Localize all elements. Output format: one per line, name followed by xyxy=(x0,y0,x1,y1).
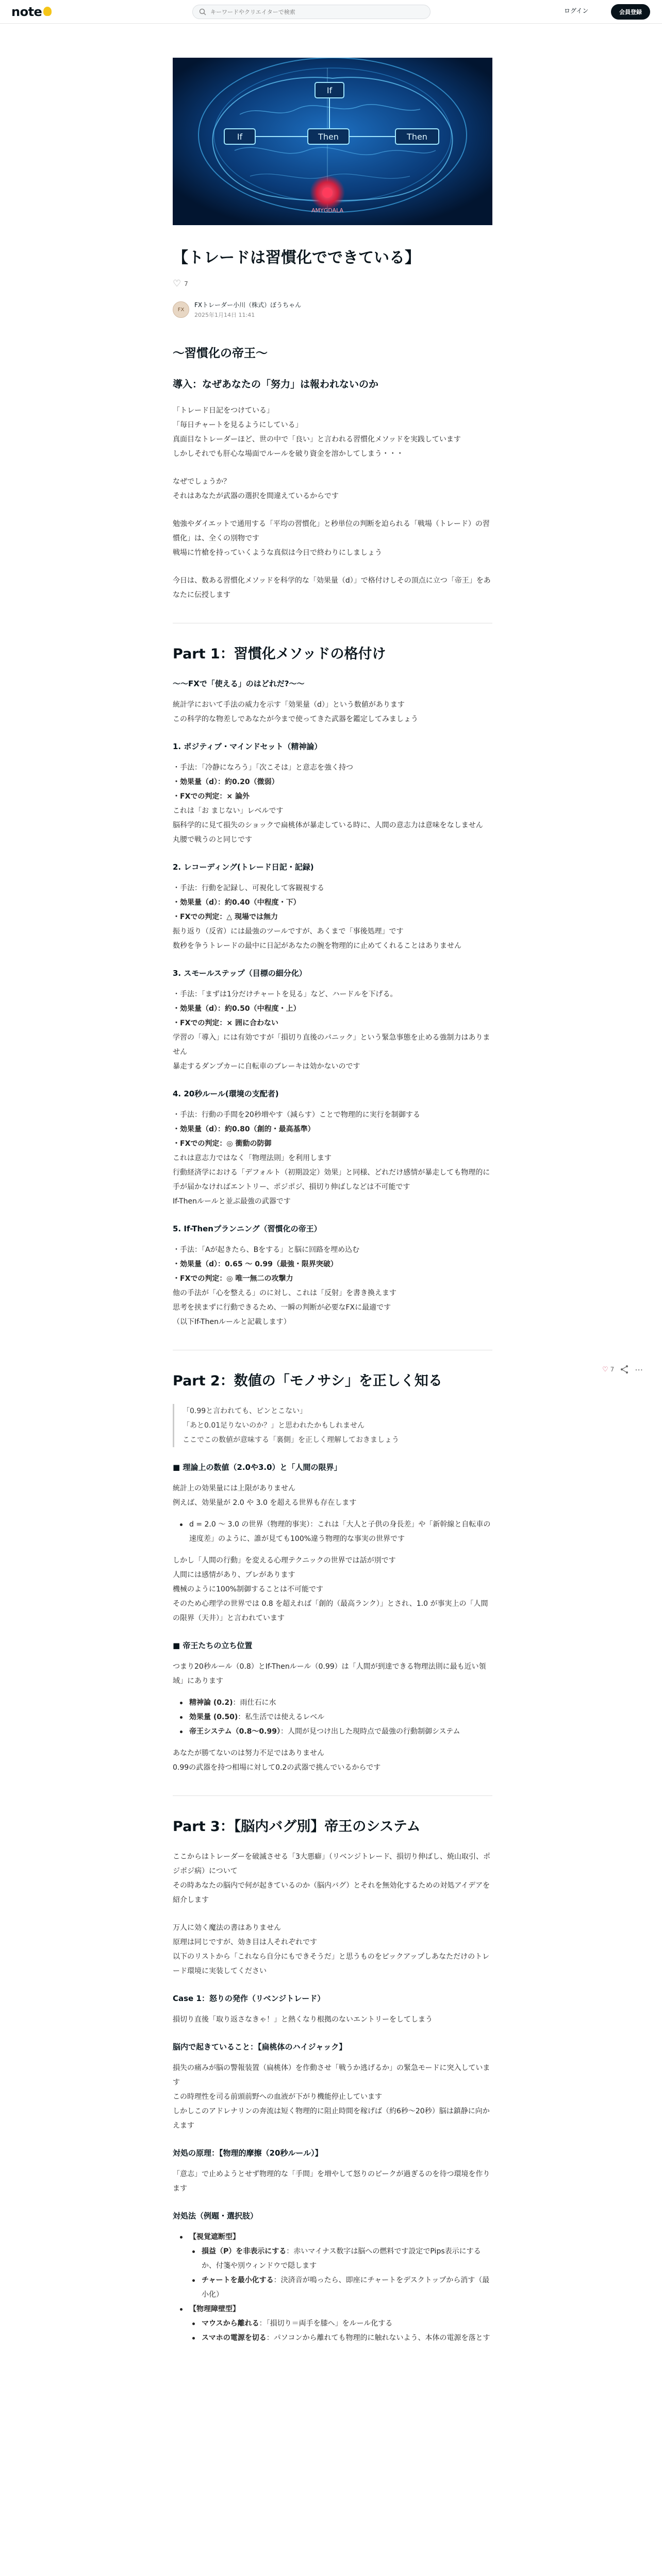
text-line: 思考を挟まずに行動できるため、一瞬の判断が必要なFXに最適です xyxy=(173,1303,391,1312)
method2-heading: 2. レコーディング(トレード日記・記録) xyxy=(173,862,314,872)
bullet-line: ・FXでの判定：× 論外 xyxy=(173,792,250,801)
text-line: 暴走するダンプカーに自転車のブレーキは効かないのです xyxy=(173,1062,360,1071)
sub-item-bold: チャートを最小化する xyxy=(202,2276,274,2284)
text-line: 数秒を争うトレードの最中に日記があなたの腕を物理的に止めてくれることはありません xyxy=(173,942,461,950)
method4-bullets xyxy=(173,1108,492,1151)
list-item-text: ：人間が見つけ出した現時点で最強の行動制御システム xyxy=(280,1727,460,1736)
bullet-line: ・FXでの判定：× 囲に合わない xyxy=(173,1019,278,1027)
sub-item xyxy=(173,2244,492,2273)
bullet-line: ・FXでの判定：◎ 唯一無二の攻撃力 xyxy=(173,1275,293,1283)
intro-para-2 xyxy=(173,474,492,503)
article xyxy=(173,247,492,2345)
method3-heading: 3. スモールステップ（目標の細分化） xyxy=(173,969,307,978)
section-b-para-2 xyxy=(173,1746,492,1775)
category-item xyxy=(173,2230,492,2244)
text-line: 「毎日チャートを見るようにしている」 xyxy=(173,421,303,429)
bullet-line: ・手法：行動を記録し、可視化して客観視する xyxy=(173,884,324,892)
text-line: なぜでしょうか？ xyxy=(173,478,230,486)
divider xyxy=(173,1795,492,1796)
sub-item-text: ：赤いマイナス数字は脳への燃料です設定でPips表示にするか、付箋や別ウィンドウで隠します xyxy=(202,2247,481,2270)
like-count: 7 xyxy=(184,280,188,287)
text-line: 「あと0.01足りないのか？」と思われたかもしれません xyxy=(183,1421,365,1430)
text-line: そのため心理学の世界では 0.8 を超えれば「創的（最高ランク）」とされ、1.0 が事実上の「人間の限界（天井）」と言われています xyxy=(173,1600,488,1622)
bullet-line: ・効果量（d）：0.65 〜 0.99（最強・限界突破） xyxy=(173,1260,338,1268)
intro-heading: 導入：なぜあなたの「努力」は報われないのか xyxy=(173,379,379,390)
hero-label-then-mid: Then xyxy=(318,132,339,142)
bullet-line: ・効果量（d）：約0.80（創的・最高基準） xyxy=(173,1125,315,1133)
bullet-line: ・FXでの判定：◎ 衝動の防御 xyxy=(173,1140,272,1148)
section-a-bullet xyxy=(173,1517,492,1546)
avatar-text: FX xyxy=(177,307,185,313)
case1-heading: Case 1：怒りの発作（リベンジトレード） xyxy=(173,1994,325,2003)
method1-para xyxy=(173,804,492,847)
share-icon[interactable] xyxy=(619,1364,630,1375)
method3-bullets xyxy=(173,987,492,1030)
sub-item-bold: スマホの電源を切る xyxy=(202,2334,267,2342)
text-line: 学習の「導入」には有効ですが「損切り直後のパニック」という緊急事態を止める強制力はありません xyxy=(173,1033,490,1056)
list-item xyxy=(173,1710,492,1724)
text-line: 機械のように100%制御することは不可能です xyxy=(173,1585,324,1594)
bullet-line: ・手法：行動の手間を20秒増やす（減らす）ことで物理的に実行を制御する xyxy=(173,1111,420,1119)
sub-item xyxy=(173,2273,492,2302)
list-item-text: ：私生活では使えるレベル xyxy=(238,1713,325,1721)
hero-image xyxy=(173,58,492,225)
article-title: 【トレードは習慣化でできている】 xyxy=(173,249,420,267)
sub-item xyxy=(173,2331,492,2345)
text-line: 振り返り（反省）には最強のツールですが、あくまで「事後処理」です xyxy=(173,927,404,936)
category-label: 【視覚遮断型】 xyxy=(189,2233,240,2241)
text-line: 損失の痛みが脳の警報装置（扁桃体）を作動させ「戦うか逃げるか」の緊急モードに突入しています xyxy=(173,2064,490,2087)
category-item xyxy=(173,2302,492,2316)
part1-subheading: 〜〜FXで「使える」のはどれだ?〜〜 xyxy=(173,679,305,688)
bullet-line: ・手法：「冷静になろう」「次こそは」と意志を強く持つ xyxy=(173,764,353,772)
text-line: 0.99の武器を持つ相場に対して0.2の武器で挑んでいるからです xyxy=(173,1764,381,1772)
text-line: 原理は同じですが、効き目は人それぞれです xyxy=(173,1938,317,1946)
bullet-line: ・効果量（d）：約0.20（微弱） xyxy=(173,778,279,786)
text-line: しかしそれでも肝心な場面でルールを破り資金を溶かしてしまう・・・ xyxy=(173,450,404,458)
method2-para xyxy=(173,924,492,953)
hero-label-amygdala: AMYGDALA xyxy=(311,207,343,214)
bullet-line: ・手法：「まずは1分だけチャートを見る」など、ハードルを下げる。 xyxy=(173,990,398,998)
text-line: 「トレード日記をつけている」 xyxy=(173,406,274,415)
heart-icon[interactable]: ♡ xyxy=(173,278,181,289)
bullet-line: 他の手法が「心を整える」のに対し、これは「反射」を書き換えます xyxy=(173,1289,396,1297)
text-line: これは「お まじない」レベルです xyxy=(173,807,284,815)
text-line: あなたが勝てないのは努力不足ではありません xyxy=(173,1749,324,1757)
part2-quote xyxy=(173,1404,492,1447)
text-line: 万人に効く魔法の書はありません xyxy=(173,1924,281,1932)
search-icon xyxy=(199,8,206,15)
text-line: 脳科学的に見て損失のショックで扁桃体が暴走している時に、人間の意志力は意味をなしません xyxy=(173,821,483,829)
text-line: 丸腰で戦うのと同じです xyxy=(173,836,252,844)
text-line: 戦場に竹槍を持っていくような真似は今日で終わりにしましょう xyxy=(173,549,382,557)
avatar[interactable] xyxy=(173,301,189,318)
author-row xyxy=(173,300,492,319)
intro-para-3 xyxy=(173,517,492,560)
text-line: それはあなたが武器の選択を間違えているからです xyxy=(173,492,339,500)
text-line: 行動経済学における「デフォルト（初期設定）効果」と同様、どれだけ感情が暴走しても物理的に手が届かなければエントリー、ポジポジ、損切り伸ばしなどは不可能です xyxy=(173,1168,490,1191)
text-line: 以下のリストから「これなら自分にもできそうだ」と思うものをピックアップしあなただけのトレード環境に実装してください xyxy=(173,1953,490,1975)
bullet-line: ・効果量（d）：約0.40（中程度・下） xyxy=(173,899,301,907)
author-name[interactable]: FXトレーダー小川（株式）ぼうちゃん xyxy=(194,301,302,309)
intro-para-4 xyxy=(173,573,492,602)
text-line: ここでこの数値が意味する「裏側」を正しく理解しておきましょう xyxy=(183,1436,399,1444)
sub-item-text: ：決済音が鳴ったら、即座にチャートをデスクトップから消す（最小化） xyxy=(202,2276,490,2299)
section-b-para xyxy=(173,1659,492,1688)
bullet-line: ・手法：「Aが起きたら、Bをする」と脳に回路を埋め込む xyxy=(173,1246,360,1254)
text-line: これは意志力ではなく「物理法則」を利用します xyxy=(173,1154,332,1162)
method1-bullets xyxy=(173,760,492,804)
sub-item-text: ：「損切り＝両手を膝へ」をルール化する xyxy=(259,2319,393,2328)
meta-row xyxy=(173,278,492,289)
sub-item-text: ：パソコンから離れても物理的に触れないよう、本体の電源を落とす xyxy=(266,2334,490,2342)
part3-para-2 xyxy=(173,1921,492,1978)
case1-fix-heading: 対処の原理：【物理的摩擦（20秒ルール）】 xyxy=(173,2148,323,2158)
signup-button[interactable]: 会員登録 xyxy=(611,4,650,20)
text-line: 統計学において手法の威力を示す「効果量（d）」という数値があります xyxy=(173,701,405,709)
bullet-line: ・効果量（d）：約0.50（中程度・上） xyxy=(173,1005,301,1013)
site-header xyxy=(0,0,662,24)
text-line: 真面目なトレーダーほど、世の中で「良い」と言われる習慣化メソッドを実践しています xyxy=(173,435,461,444)
method5-heading: 5. If-Thenプランニング（習慣化の帝王） xyxy=(173,1224,322,1233)
case1-bug-para xyxy=(173,2061,492,2133)
text-line: 「意志」で止めようとせず物理的な「手間」を増やして怒りのピークが過ぎるのを待つ環境を作ります xyxy=(173,2170,490,2193)
text-line: この科学的な物差しであなたが今まで使ってきた武器を鑑定してみましょう xyxy=(173,715,418,723)
list-item xyxy=(173,1696,492,1710)
search-input[interactable] xyxy=(210,9,417,15)
part1-para xyxy=(173,698,492,726)
text-line: 「0.99と言われても、ピンとこない」 xyxy=(183,1407,307,1415)
article-body xyxy=(173,345,492,2345)
more-icon[interactable]: ⋯ xyxy=(635,1364,643,1375)
method5-bullets xyxy=(173,1243,492,1300)
part3-para-1 xyxy=(173,1850,492,1907)
text-line: （以下If-Thenルールと記載します） xyxy=(173,1318,291,1326)
text-line: 統計上の効果量には上限がありません xyxy=(173,1484,295,1493)
case1-list-heading: 対処法（例題・選択肢） xyxy=(173,2211,258,2221)
bullet-text: d = 2.0 〜 3.0 の世界（物理的事実）：これは「大人と子供の身長差」や「新幹線と自転車の速度差」のように、誰が見ても100%違う物理的な事実の世界です xyxy=(189,1520,491,1543)
text-line: 人間には感情があり、ブレがあります xyxy=(173,1571,295,1579)
list-item-bold: 効果量 (0.50) xyxy=(189,1713,238,1721)
sub-item-bold: 損益（P）を非表示にする xyxy=(202,2247,287,2256)
text-line: 例えば、効果量が 2.0 や 3.0 を超える世界も存在します xyxy=(173,1499,357,1507)
text-line: しかしこのアドレナリンの奔流は短く物理的に阻止時間を稼げば（約6秒〜20秒）脳は鎮静に向かえます xyxy=(173,2107,490,2130)
text-line: その時あなたの脳内で何が起きているのか（脳内バグ）とそれを無効化するための対処アイデアを紹介します xyxy=(173,1882,490,1904)
case1-bug-heading: 脳内で起きていること：【扁桃体のハイジャック】 xyxy=(173,2042,347,2052)
publish-date: 2025年1月14日 11:41 xyxy=(194,312,255,318)
logo-text: note xyxy=(11,5,42,19)
text-line: この時理性を司る前頭前野への血液が下がり機能停止しています xyxy=(173,2093,382,2101)
section-a-heading: ■ 理論上の数値（2.0や3.0）と「人間の限界」 xyxy=(173,1463,342,1472)
note-logo[interactable] xyxy=(11,5,52,19)
heart-icon: ♡ xyxy=(602,1365,608,1374)
part3-heading: Part 3：【脳内バグ別】帝王のシステム xyxy=(173,1819,421,1835)
login-link[interactable]: ログイン xyxy=(564,7,589,14)
text-line: If-Thenルールと並ぶ最強の武器です xyxy=(173,1197,291,1206)
list-item-text: ：雨仕石に水 xyxy=(233,1699,276,1707)
bullet-line: ・FXでの判定：△ 現場では無力 xyxy=(173,913,278,921)
case1-para xyxy=(173,2012,492,2027)
subtitle-heading: 〜習慣化の帝王〜 xyxy=(173,347,268,360)
section-a-para-2 xyxy=(173,1553,492,1625)
list-item-bold: 帝王システム（0.8〜0.99） xyxy=(189,1727,280,1736)
hero-label-if-top: If xyxy=(326,86,333,95)
like-button[interactable] xyxy=(602,1366,614,1374)
search-box[interactable] xyxy=(192,5,431,19)
method4-heading: 4. 20秒ルール(環境の支配者) xyxy=(173,1089,279,1098)
sub-item xyxy=(173,2316,492,2331)
text-line: 今日は、数ある習慣化メソッドを科学的な「効果量（d）」で格付けしその頂点に立つ「帝王」をあなたに伝授します xyxy=(173,577,491,599)
method4-para xyxy=(173,1151,492,1209)
method3-para xyxy=(173,1030,492,1074)
part1-heading: Part 1：習慣化メソッドの格付け xyxy=(173,646,386,662)
list-item-bold: 精神論 (0.2) xyxy=(189,1699,233,1707)
hero-label-if-left: If xyxy=(237,132,243,142)
intro-para-1 xyxy=(173,403,492,461)
method1-heading: 1. ポジティブ・マインドセット（精神論） xyxy=(173,742,322,751)
text-line: 損切り直後「取り返さなきゃ！」と熱くなり根拠のないエントリーをしてしまう xyxy=(173,2015,433,2024)
floating-actions xyxy=(602,1364,643,1375)
part2-heading: Part 2：数値の「モノサシ」を正しく知る xyxy=(173,1373,442,1389)
list-item xyxy=(173,1724,492,1739)
category-label: 【物理障壁型】 xyxy=(189,2305,240,2313)
sub-item-bold: マウスから離れる xyxy=(202,2319,259,2328)
section-b-heading: ■ 帝王たちの立ち位置 xyxy=(173,1641,253,1650)
method5-para xyxy=(173,1300,492,1329)
case1-fix-para xyxy=(173,2167,492,2196)
text-line: つまり20秒ルール（0.8）とIf-Thenルール（0.99）は「人間が到達できる物理法則に最も近い領域」にあります xyxy=(173,1663,486,1685)
text-line: ここからはトレーダーを破滅させる「3大悪癖」（リベンジトレード、損切り伸ばし、焼山取引、ポジポジ病）について xyxy=(173,1853,491,1875)
section-a-para xyxy=(173,1481,492,1510)
method2-bullets xyxy=(173,881,492,924)
bulb-icon xyxy=(43,7,52,16)
text-line: 勉強やダイエットで通用する「平均の習慣化」と秒単位の判断を迫られる「戦場（トレード）の習慣化」は、全くの別物です xyxy=(173,520,490,543)
hero-label-then-right: Then xyxy=(407,132,427,142)
text-line: しかし「人間の行動」を変える心理テクニックの世界では話が別です xyxy=(173,1556,396,1565)
like-count: 7 xyxy=(610,1366,615,1373)
